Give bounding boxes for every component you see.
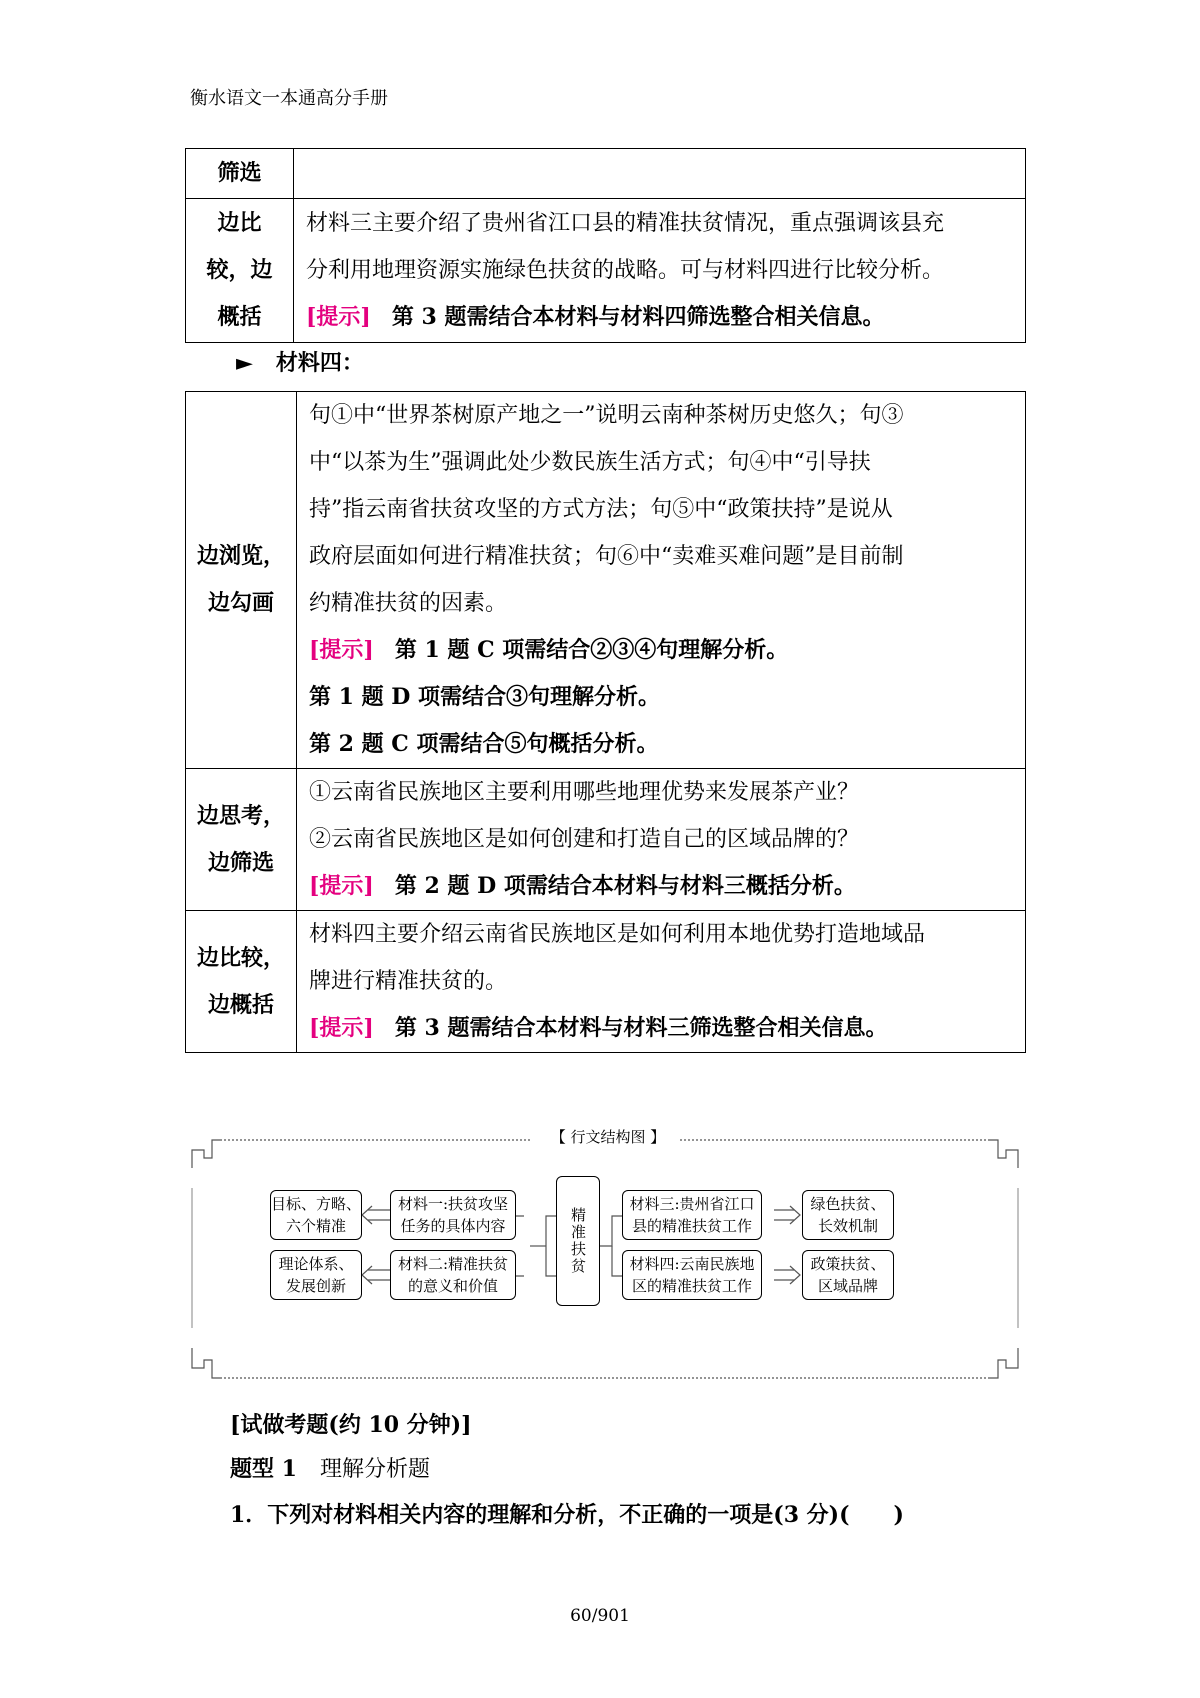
page-header: 衡水语文一本通高分手册 (190, 88, 388, 109)
left-material-box: 材料二:精准扶贫 的意义和价值 (390, 1250, 516, 1300)
page-number: 60/901 (570, 1606, 630, 1626)
material4-heading: ► 材料四： (236, 350, 364, 376)
analysis-table-material4 (185, 391, 1026, 1053)
left-outcome-box: 理论体系、 发展创新 (270, 1250, 362, 1300)
hint-label: [提示] (309, 637, 374, 663)
row-content: 材料四主要介绍云南省民族地区是如何利用本地优势打造地域品 牌进行精准扶贫的。 [提示] 第 3 题需结合本材料与材料三筛选整合相关信息。 (297, 911, 1026, 1053)
right-material-box: 材料四:云南民族地 区的精准扶贫工作 (622, 1250, 762, 1300)
hint-label: [提示] (306, 304, 371, 330)
row-label: 边比 较，边 概括 (186, 199, 294, 343)
analysis-table-material3 (185, 148, 1026, 343)
row-label: 边比较， 边概括 (186, 911, 297, 1053)
right-material-box: 材料三:贵州省江口 县的精准扶贫工作 (622, 1190, 762, 1240)
row-label: 边浏览， 边勾画 (186, 392, 297, 769)
question-type-heading: 题型 1 理解分析题 (230, 1456, 430, 1482)
triangle-icon: ► (236, 350, 253, 376)
row-content: 句①中“世界茶树原产地之一”说明云南种茶树历史悠久；句③ 中“以茶为生”强调此处少数民族生活方式；句④中“引导扶 持”指云南省扶贫攻坚的方式方法；句⑤中“政策扶持”是说从 政府层面如何进行精准扶贫；句⑥中“卖难买难问题”是目前制 约精准扶贫的因素。 [提示] 第 1 题 C 项需结合②③④句理解分析。 第 1 题 D 项需结合③句理解分析。 第 2 题 C 项需结合⑤句概括分析。 (297, 392, 1026, 769)
row-content (294, 149, 1026, 199)
hint-label: [提示] (309, 1015, 374, 1041)
row-label: 边思考， 边筛选 (186, 769, 297, 911)
row-content: ①云南省民族地区主要利用哪些地理优势来发展茶产业？ ②云南省民族地区是如何创建和打造自己的区域品牌的？ [提示] 第 2 题 D 项需结合本材料与材料三概括分析。 (297, 769, 1026, 911)
table-row (186, 769, 1026, 911)
hint-text: 第 3 题需结合本材料与材料四筛选整合相关信息。 (391, 304, 885, 330)
table-row (186, 392, 1026, 769)
structure-diagram (190, 1128, 1020, 1390)
right-outcome-box: 政策扶贫、 区域品牌 (802, 1250, 894, 1300)
left-outcome-box: 目标、方略、 六个精准 (270, 1190, 362, 1240)
question-1: 1．下列对材料相关内容的理解和分析，不正确的一项是(3 分)( ) (230, 1502, 904, 1528)
diagram-title: 【 行文结构图 】 (548, 1126, 668, 1147)
hint-label: [提示] (309, 873, 374, 899)
table-row (186, 149, 1026, 199)
row-content: 材料三主要介绍了贵州省江口县的精准扶贫情况，重点强调该县充 分利用地理资源实施绿色扶贫的战略。可与材料四进行比较分析。 [提示] 第 3 题需结合本材料与材料四筛选整合相关信息。 (294, 199, 1026, 343)
try-section-heading: [试做考题(约 10 分钟)] (230, 1412, 472, 1438)
center-box (556, 1176, 600, 1306)
table-row (186, 199, 1026, 343)
left-material-box: 材料一:扶贫攻坚 任务的具体内容 (390, 1190, 516, 1240)
row-label: 筛选 (186, 149, 294, 199)
table-row (186, 911, 1026, 1053)
center-text: 精准扶贫 (569, 1207, 587, 1275)
right-outcome-box: 绿色扶贫、 长效机制 (802, 1190, 894, 1240)
